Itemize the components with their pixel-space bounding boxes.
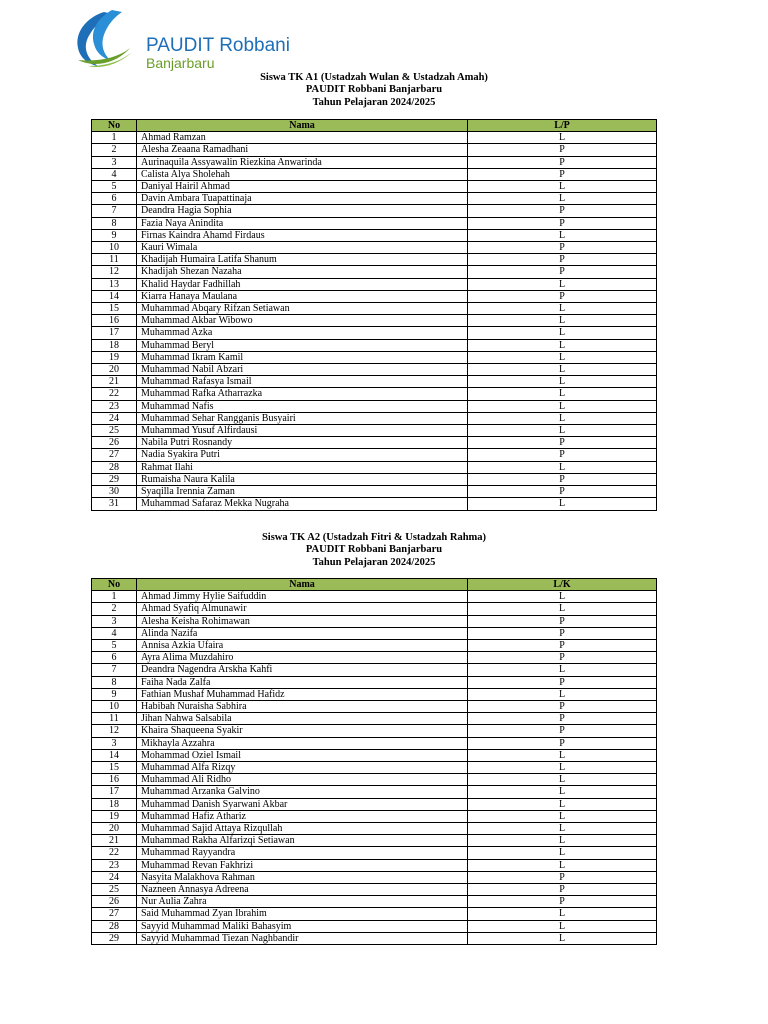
row-number: 11: [92, 254, 137, 266]
student-gender: L: [468, 351, 657, 363]
student-gender: L: [468, 364, 657, 376]
student-gender: P: [468, 896, 657, 908]
header-gender: L/P: [468, 120, 657, 132]
row-number: 28: [92, 461, 137, 473]
table-row: [92, 473, 657, 485]
table-row: [92, 871, 657, 883]
student-gender: L: [468, 749, 657, 761]
student-gender: L: [468, 376, 657, 388]
student-name: Mohammad Oziel Ismail: [137, 749, 468, 761]
table-row: [92, 144, 657, 156]
student-gender: L: [468, 798, 657, 810]
row-number: 19: [92, 351, 137, 363]
class-a1-table-wrap: [91, 119, 657, 511]
student-gender: L: [468, 688, 657, 700]
table-row: [92, 652, 657, 664]
table-row: [92, 725, 657, 737]
row-number: 19: [92, 810, 137, 822]
student-gender: L: [468, 786, 657, 798]
table-row: [92, 847, 657, 859]
student-name: Muhammad Rayyandra: [137, 847, 468, 859]
student-gender: P: [468, 168, 657, 180]
table-row: [92, 242, 657, 254]
student-name: Kiarra Hanaya Maulana: [137, 290, 468, 302]
row-number: 2: [92, 603, 137, 615]
student-name: Sayyid Muhammad Tiezan Naghbandir: [137, 932, 468, 944]
row-number: 3: [92, 737, 137, 749]
student-name: Jihan Nahwa Salsabila: [137, 713, 468, 725]
student-gender: L: [468, 664, 657, 676]
student-name: Muhammad Nafis: [137, 400, 468, 412]
student-name: Nazneen Annasya Adreena: [137, 884, 468, 896]
student-name: Habibah Nuraisha Sabhira: [137, 701, 468, 713]
student-gender: P: [468, 254, 657, 266]
student-gender: L: [468, 920, 657, 932]
student-name: Said Muhammad Zyan Ibrahim: [137, 908, 468, 920]
table-row: [92, 412, 657, 424]
logo-title: PAUDIT Robbani: [146, 35, 290, 56]
row-number: 26: [92, 437, 137, 449]
student-name: Syaqilla Irennia Zaman: [137, 486, 468, 498]
row-number: 5: [92, 640, 137, 652]
table-row: [92, 627, 657, 639]
student-gender: P: [468, 437, 657, 449]
student-name: Muhammad Rakha Alfarizqi Setiawan: [137, 835, 468, 847]
table-row: [92, 701, 657, 713]
student-name: Khadijah Humaira Latifa Shanum: [137, 254, 468, 266]
header-no: No: [92, 579, 137, 591]
table-header-row: [92, 579, 657, 591]
student-gender: L: [468, 823, 657, 835]
student-gender: L: [468, 303, 657, 315]
student-name: Muhammad Ikram Kamil: [137, 351, 468, 363]
student-gender: P: [468, 290, 657, 302]
row-number: 16: [92, 315, 137, 327]
student-name: Daniyal Hairil Ahmad: [137, 181, 468, 193]
class-a1-table: [91, 119, 657, 511]
row-number: 24: [92, 412, 137, 424]
student-gender: P: [468, 205, 657, 217]
student-gender: P: [468, 156, 657, 168]
student-name: Ahmad Ramzan: [137, 132, 468, 144]
student-name: Sayyid Muhammad Maliki Bahasyim: [137, 920, 468, 932]
table-row: [92, 896, 657, 908]
table-row: [92, 749, 657, 761]
student-name: Deandra Nagendra Arskha Kahfi: [137, 664, 468, 676]
table-row: [92, 327, 657, 339]
row-number: 16: [92, 774, 137, 786]
student-name: Aurinaquila Assyawalin Riezkina Anwarinda: [137, 156, 468, 168]
student-gender: P: [468, 449, 657, 461]
row-number: 13: [92, 278, 137, 290]
table-row: [92, 798, 657, 810]
table-row: [92, 591, 657, 603]
student-name: Muhammad Alfa Rizqy: [137, 762, 468, 774]
row-number: 23: [92, 859, 137, 871]
student-gender: L: [468, 859, 657, 871]
table-row: [92, 498, 657, 510]
student-name: Annisa Azkia Ufaira: [137, 640, 468, 652]
row-number: 5: [92, 181, 137, 193]
table-row: [92, 229, 657, 241]
table-row: [92, 437, 657, 449]
table-row: [92, 688, 657, 700]
student-name: Khaira Shaqueena Syakir: [137, 725, 468, 737]
table-row: [92, 737, 657, 749]
row-number: 12: [92, 266, 137, 278]
row-number: 7: [92, 205, 137, 217]
table-row: [92, 908, 657, 920]
class-a2-section: [91, 532, 657, 569]
table-header-row: [92, 120, 657, 132]
student-gender: L: [468, 810, 657, 822]
student-name: Rahmat Ilahi: [137, 461, 468, 473]
student-name: Muhammad Yusuf Alfirdausi: [137, 425, 468, 437]
table-row: [92, 810, 657, 822]
swoosh-logo-icon: [68, 8, 138, 70]
row-number: 18: [92, 339, 137, 351]
header-name: Nama: [137, 120, 468, 132]
student-gender: P: [468, 725, 657, 737]
student-gender: P: [468, 242, 657, 254]
table-row: [92, 640, 657, 652]
table-row: [92, 132, 657, 144]
row-number: 17: [92, 327, 137, 339]
row-number: 9: [92, 688, 137, 700]
table-row: [92, 266, 657, 278]
table-row: [92, 315, 657, 327]
table-row: [92, 168, 657, 180]
class-a1-heading: [91, 72, 657, 109]
table-row: [92, 400, 657, 412]
table-row: [92, 351, 657, 363]
student-name: Faiha Nada Zalfa: [137, 676, 468, 688]
row-number: 12: [92, 725, 137, 737]
student-gender: L: [468, 412, 657, 424]
table-row: [92, 156, 657, 168]
class-a2-school: PAUDIT Robbani Banjarbaru: [305, 544, 443, 556]
row-number: 3: [92, 156, 137, 168]
table-row: [92, 713, 657, 725]
student-gender: P: [468, 701, 657, 713]
student-name: Khalid Haydar Fadhillah: [137, 278, 468, 290]
class-a2-table-wrap: [91, 578, 657, 945]
student-name: Alesha Keisha Rohimawan: [137, 615, 468, 627]
header-name: Nama: [137, 579, 468, 591]
student-gender: P: [468, 144, 657, 156]
row-number: 31: [92, 498, 137, 510]
table-row: [92, 664, 657, 676]
row-number: 27: [92, 449, 137, 461]
student-gender: L: [468, 388, 657, 400]
class-a1-title: Siswa TK A1 (Ustadzah Wulan & Ustadzah Amah): [260, 72, 488, 83]
table-row: [92, 835, 657, 847]
row-number: 14: [92, 290, 137, 302]
class-a2-table: [91, 578, 657, 945]
student-name: Ahmad Syafiq Almunawir: [137, 603, 468, 615]
student-name: Muhammad Danish Syarwani Akbar: [137, 798, 468, 810]
row-number: 30: [92, 486, 137, 498]
student-gender: P: [468, 266, 657, 278]
student-gender: L: [468, 425, 657, 437]
student-gender: P: [468, 652, 657, 664]
student-name: Nabila Putri Rosnandy: [137, 437, 468, 449]
student-name: Firnas Kaindra Ahamd Firdaus: [137, 229, 468, 241]
row-number: 21: [92, 835, 137, 847]
row-number: 2: [92, 144, 137, 156]
student-name: Muhammad Arzanka Galvino: [137, 786, 468, 798]
student-name: Muhammad Abqary Rifzan Setiawan: [137, 303, 468, 315]
student-gender: L: [468, 762, 657, 774]
table-row: [92, 193, 657, 205]
row-number: 29: [92, 473, 137, 485]
student-gender: L: [468, 603, 657, 615]
student-name: Mikhayla Azzahra: [137, 737, 468, 749]
row-number: 3: [92, 615, 137, 627]
student-name: Nur Aulia Zahra: [137, 896, 468, 908]
student-gender: L: [468, 327, 657, 339]
class-a2-year: Tahun Pelajaran 2024/2025: [312, 556, 436, 568]
table-row: [92, 181, 657, 193]
student-name: Alesha Zeaana Ramadhani: [137, 144, 468, 156]
row-number: 4: [92, 627, 137, 639]
student-name: Rumaisha Naura Kalila: [137, 473, 468, 485]
student-gender: L: [468, 847, 657, 859]
row-number: 27: [92, 908, 137, 920]
row-number: 1: [92, 591, 137, 603]
class-a1-school: PAUDIT Robbani Banjarbaru: [305, 84, 443, 96]
student-name: Muhammad Rafka Atharrazka: [137, 388, 468, 400]
student-gender: L: [468, 339, 657, 351]
row-number: 8: [92, 217, 137, 229]
row-number: 6: [92, 652, 137, 664]
student-gender: P: [468, 615, 657, 627]
student-name: Muhammad Akbar Wibowo: [137, 315, 468, 327]
table-row: [92, 486, 657, 498]
student-gender: L: [468, 461, 657, 473]
student-gender: L: [468, 181, 657, 193]
student-gender: L: [468, 132, 657, 144]
table-row: [92, 303, 657, 315]
header-no: No: [92, 120, 137, 132]
student-name: Ahmad Jimmy Hylie Saifuddin: [137, 591, 468, 603]
student-name: Nadia Syakira Putri: [137, 449, 468, 461]
student-name: Muhammad Revan Fakhrizi: [137, 859, 468, 871]
table-row: [92, 932, 657, 944]
table-row: [92, 786, 657, 798]
student-gender: L: [468, 193, 657, 205]
student-name: Muhammad Sajid Attaya Rizqullah: [137, 823, 468, 835]
table-row: [92, 461, 657, 473]
table-row: [92, 278, 657, 290]
student-name: Nasyita Malakhova Rahman: [137, 871, 468, 883]
header-gender: L/K: [468, 579, 657, 591]
school-logo: [68, 8, 308, 70]
student-name: Deandra Hagia Sophia: [137, 205, 468, 217]
logo-subtitle: Banjarbaru: [146, 55, 215, 71]
table-row: [92, 254, 657, 266]
row-number: 1: [92, 132, 137, 144]
student-gender: P: [468, 627, 657, 639]
table-row: [92, 339, 657, 351]
table-row: [92, 920, 657, 932]
student-name: Davin Ambara Tuapattinaja: [137, 193, 468, 205]
row-number: 22: [92, 847, 137, 859]
student-gender: L: [468, 774, 657, 786]
table-row: [92, 859, 657, 871]
student-name: Fathian Mushaf Muhammad Hafidz: [137, 688, 468, 700]
row-number: 11: [92, 713, 137, 725]
student-gender: L: [468, 315, 657, 327]
row-number: 20: [92, 364, 137, 376]
student-gender: P: [468, 676, 657, 688]
student-gender: P: [468, 713, 657, 725]
student-gender: L: [468, 908, 657, 920]
row-number: 10: [92, 242, 137, 254]
student-name: Muhammad Ali Ridho: [137, 774, 468, 786]
row-number: 4: [92, 168, 137, 180]
student-gender: L: [468, 498, 657, 510]
row-number: 23: [92, 400, 137, 412]
row-number: 24: [92, 871, 137, 883]
student-name: Muhammad Nabil Abzari: [137, 364, 468, 376]
class-a2-heading: [91, 532, 657, 569]
row-number: 26: [92, 896, 137, 908]
row-number: 9: [92, 229, 137, 241]
student-name: Muhammad Safaraz Mekka Nugraha: [137, 498, 468, 510]
table-row: [92, 205, 657, 217]
student-name: Muhammad Azka: [137, 327, 468, 339]
student-gender: P: [468, 640, 657, 652]
row-number: 15: [92, 762, 137, 774]
class-a1-section: [91, 72, 657, 109]
table-row: [92, 774, 657, 786]
table-row: [92, 603, 657, 615]
student-gender: P: [468, 884, 657, 896]
student-name: Muhammad Rafasya Ismail: [137, 376, 468, 388]
row-number: 25: [92, 884, 137, 896]
student-gender: P: [468, 486, 657, 498]
student-gender: L: [468, 278, 657, 290]
student-name: Kauri Wimala: [137, 242, 468, 254]
row-number: 22: [92, 388, 137, 400]
student-gender: L: [468, 229, 657, 241]
table-row: [92, 449, 657, 461]
student-name: Muhammad Hafiz Athariz: [137, 810, 468, 822]
table-row: [92, 884, 657, 896]
student-name: Alinda Nazifa: [137, 627, 468, 639]
table-row: [92, 676, 657, 688]
table-row: [92, 376, 657, 388]
student-name: Ayra Alima Muzdahiro: [137, 652, 468, 664]
row-number: 29: [92, 932, 137, 944]
class-a2-rows: [92, 591, 657, 945]
student-gender: P: [468, 473, 657, 485]
row-number: 6: [92, 193, 137, 205]
student-gender: P: [468, 217, 657, 229]
class-a2-title: Siswa TK A2 (Ustadzah Fitri & Ustadzah Rahma): [261, 532, 487, 543]
row-number: 17: [92, 786, 137, 798]
table-row: [92, 425, 657, 437]
student-gender: L: [468, 591, 657, 603]
student-name: Muhammad Sehar Rangganis Busyairi: [137, 412, 468, 424]
row-number: 8: [92, 676, 137, 688]
student-name: Khadijah Shezan Nazaha: [137, 266, 468, 278]
student-gender: P: [468, 871, 657, 883]
table-row: [92, 388, 657, 400]
class-a1-rows: [92, 132, 657, 510]
row-number: 28: [92, 920, 137, 932]
row-number: 20: [92, 823, 137, 835]
row-number: 14: [92, 749, 137, 761]
row-number: 21: [92, 376, 137, 388]
student-name: Fazia Naya Anindita: [137, 217, 468, 229]
row-number: 15: [92, 303, 137, 315]
row-number: 25: [92, 425, 137, 437]
table-row: [92, 823, 657, 835]
student-name: Calista Alya Sholehah: [137, 168, 468, 180]
student-gender: P: [468, 737, 657, 749]
student-gender: L: [468, 932, 657, 944]
table-row: [92, 217, 657, 229]
table-row: [92, 615, 657, 627]
student-gender: L: [468, 400, 657, 412]
class-a1-year: Tahun Pelajaran 2024/2025: [312, 96, 436, 108]
table-row: [92, 290, 657, 302]
table-row: [92, 762, 657, 774]
row-number: 18: [92, 798, 137, 810]
row-number: 7: [92, 664, 137, 676]
row-number: 10: [92, 701, 137, 713]
table-row: [92, 364, 657, 376]
student-name: Muhammad Beryl: [137, 339, 468, 351]
student-gender: L: [468, 835, 657, 847]
